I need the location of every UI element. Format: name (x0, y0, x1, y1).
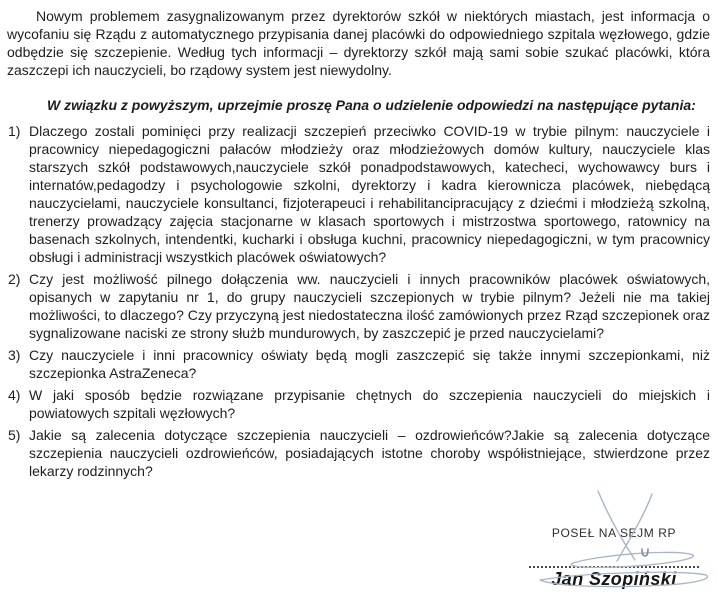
question-number: 4) (8, 387, 21, 403)
signature-name: Jan Szopiński (551, 569, 677, 589)
signature-title: POSEŁ NA SEJM RP (551, 526, 677, 540)
question-text: Dlaczego zostali pominięci przy realizacji szczepień przeciwko COVID-19 w trybie pilnym: nauczyciele i pracownicy niepedagogiczni pałaców młodzieży oraz młodzieżowych domów kultury, nauczyciele klas starszych szkół podstawowych,nauczyciele szkół ponadpodstawowych, katecheci, wychowawcy burs i internatów,pedagodzy i psychologowie szkolni, dyrektorzy i kadra kierownicza placówek, niebędącą nauczycielami, nauczyciele konsultanci, fizjoterapeuci i rehabilitancipracujący z dziećmi i młodzieżą szkolną, trenerzy prowadzący zajęcia stacjonarne w klasach sportowych i mistrzostwa sportowego, ratownicy na basenach szkolnych, intendentki, kucharki i obsługa kuchni, pracownicy niepedagogiczni, w tym pracownicy obsługi i administracji wszystkich placówek oświatowych? (29, 123, 710, 265)
question-item-1 (7, 122, 710, 266)
request-line: W związku z powyższym, uprzejmie proszę Pana o udzielenie odpowiedzi na następujące pytania: (47, 97, 696, 113)
question-number: 5) (8, 427, 21, 443)
question-text: W jaki sposób będzie rozwiązane przypisanie chętnych do szczepienia nauczycieli do miejskich i powiatowych szpitali węzłowych? (29, 387, 710, 421)
question-text: Czy jest możliwość pilnego dołączenia ww. nauczycieli i innych pracowników placówek oświatowych, opisanych w zapytaniu nr 1, do grupy nauczycieli szczepionych w trybie pilnym? Jeżeli nie ma takiej możliwości, to dlaczego? Czy przyczyną jest niedostateczna ilość zamówionych przez Rząd szczepionek oraz sygnalizowane naciski ze strony służb mundurowych, by zaszczepić je przed nauczycielami? (29, 271, 710, 341)
signature-block (518, 526, 710, 590)
question-number: 1) (8, 123, 21, 139)
questions-list (7, 122, 710, 480)
question-item-5 (7, 426, 710, 480)
question-item-2 (7, 270, 710, 342)
question-number: 3) (8, 347, 21, 363)
signature-dotted-line (529, 566, 699, 568)
question-text: Czy nauczyciele i inni pracownicy oświaty będą mogli zaszczepić się także innymi szczepionkami, niż szczepionka AstraZeneca? (29, 347, 710, 381)
question-number: 2) (8, 271, 21, 287)
question-item-4 (7, 386, 710, 422)
question-text: Jakie są zalecenia dotyczące szczepienia nauczycieli – ozdrowieńców?Jakie są zalecenia dotyczące szczepienia nauczycieli ozdrowieńców, posiadających istotne choroby współistniejące, stwierdzone przez lekarzy rodzinnych? (29, 427, 710, 479)
question-item-3 (7, 346, 710, 382)
intro-paragraph: Nowym problemem zasygnalizowanym przez dyrektorów szkół w niektórych miastach, jest informacja o wycofaniu się Rządu z automatycznego przypisania danej placówki do odpowiedniego szpitala węzłowego, gdzie odbędzie się szczepienie. Według tych informacji – dyrektorzy szkół mają sami sobie szukać placówki, która zaszczepi ich nauczycieli, bo rządowy system jest niewydolny. (7, 8, 710, 78)
